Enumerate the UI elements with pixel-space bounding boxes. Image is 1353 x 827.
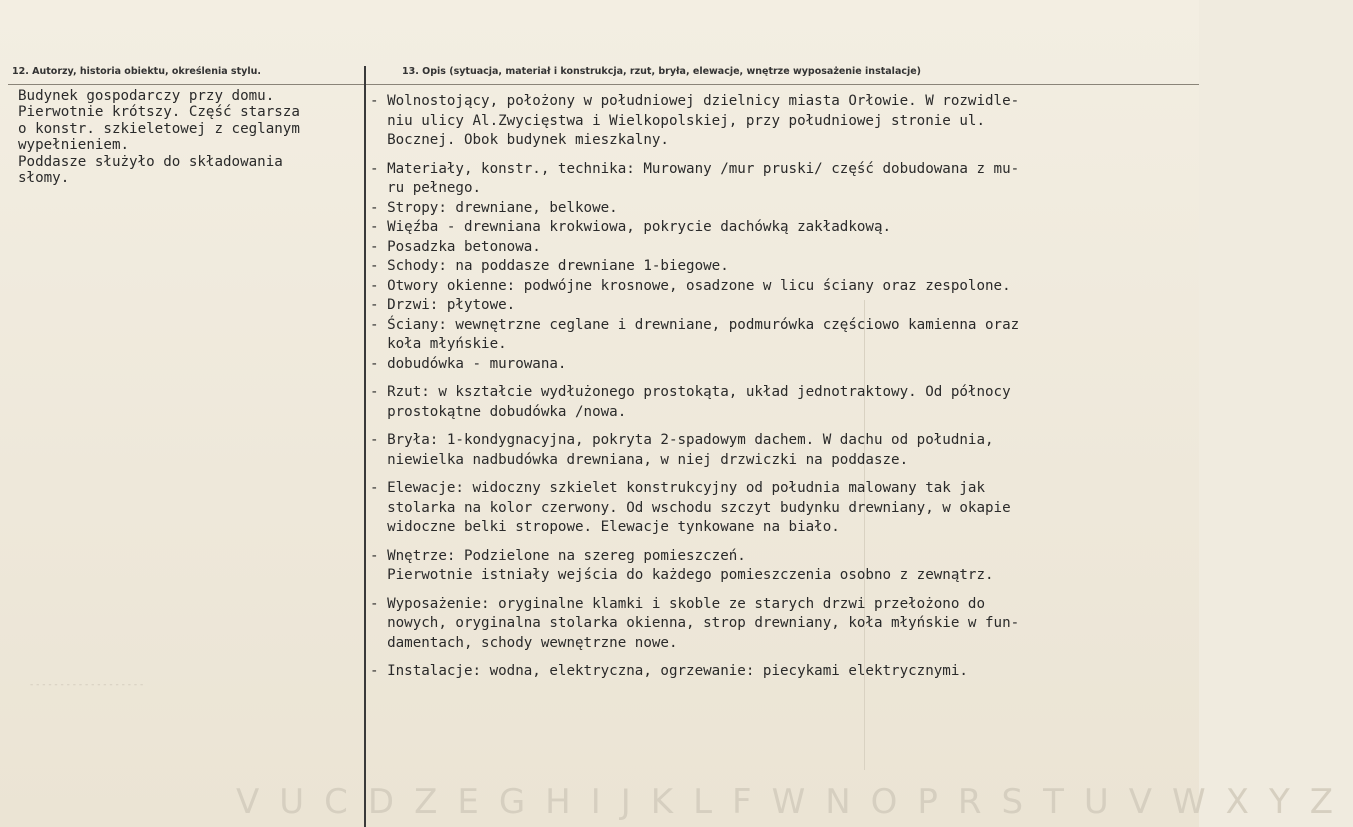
description-line: - Rzut: w kształcie wydłużonego prostokąta, układ jednotraktowy. Od północy [370, 384, 1011, 400]
description-line: damentach, schody wewnętrzne nowe. [370, 634, 678, 651]
description-entry [370, 238, 1190, 258]
description-line: - Otwory okienne: podwójne krosnowe, osadzone w licu ściany oraz zespolone. [370, 277, 1011, 294]
history-line: Budynek gospodarczy przy domu. [18, 88, 275, 104]
faint-print-line: - - - - - - - - - - - - - - - - - - - [30, 680, 144, 690]
description-line: Pierwotnie istniały wejścia do każdego pomieszczenia osobno z zewnątrz. [370, 567, 994, 583]
section-12-label: 12. Autorzy, historia obiektu, określenia stylu. [12, 66, 261, 77]
description-line: - Elewacje: widoczny szkielet konstrukcyjny od południa malowany tak jak [370, 480, 985, 496]
description-entry [370, 218, 1190, 238]
description-line: prostokątne dobudówka /nowa. [370, 403, 627, 420]
history-line: słomy. [18, 170, 70, 187]
description-line: - Instalacje: wodna, elektryczna, ogrzewanie: piecykami elektrycznymi. [370, 663, 968, 679]
description-line: - Wnętrze: Podzielone na szereg pomieszczeń. [370, 547, 746, 564]
description-line: widoczne belki stropowe. Elewacje tynkowane na biało. [370, 519, 840, 535]
description-line: - Drzwi: płytowe. [370, 297, 516, 313]
description-line: stolarka na kolor czerwony. Od wschodu szczyt budynku drewniany, w okapie [370, 499, 1011, 516]
header-rule [8, 84, 1199, 85]
description-line: niu ulicy Al.Zwycięstwa i Wielkopolskiej, przy południowej stronie ul. [370, 112, 985, 129]
description-line: koła młyńskie. [370, 336, 507, 352]
description-line: Bocznej. Obok budynek mieszkalny. [370, 132, 669, 148]
description-entry [370, 92, 1190, 151]
description-entry [370, 296, 1190, 316]
history-line: Poddasze służyło do składowania [18, 153, 283, 170]
description-entry [370, 277, 1190, 297]
description-line: niewielka nadbudówka drewniana, w niej drzwiczki na poddasze. [370, 451, 909, 468]
history-line: wypełnieniem. [18, 137, 130, 154]
description-entry [370, 431, 1190, 470]
description-line: - Więźba - drewniana krokwiowa, pokrycie dachówką zakładkową. [370, 219, 892, 235]
description-line: - Materiały, konstr., technika: Murowany /mur pruski/ część dobudowana z mu- [370, 160, 1020, 177]
section-13-label: 13. Opis (sytuacja, materiał i konstrukcja, rzut, bryła, elewacje, wnętrze wyposażenie instalacje) [402, 66, 922, 77]
history-line: Pierwotnie krótszy. Część starsza [18, 104, 300, 121]
description-line: - Stropy: drewniane, belkowe. [370, 199, 618, 216]
column-divider [364, 66, 366, 827]
description-line: ru pełnego. [370, 180, 482, 196]
faint-printed-alphabet: VUCDZEGHIJKLFWNOPRSTUVWXYZ [236, 782, 1353, 822]
description-line: - Ściany: wewnętrzne ceglane i drewniane, podmurówka częściowo kamienna oraz [370, 316, 1020, 333]
description-entry [370, 355, 1190, 375]
description-text [370, 92, 1190, 682]
history-line: o konstr. szkieletowej z ceglanym [18, 120, 300, 137]
description-entry [370, 662, 1190, 682]
description-entry [370, 383, 1190, 422]
description-line: - Posadzka betonowa. [370, 238, 541, 255]
description-line: - Wolnostojący, położony w południowej dzielnicy miasta Orłowie. W rozwidle- [370, 93, 1020, 109]
description-line: - dobudówka - murowana. [370, 355, 567, 372]
description-line: - Wyposażenie: oryginalne klamki i skoble ze starych drzwi przełożono do [370, 595, 985, 612]
description-entry [370, 199, 1190, 219]
description-line: - Bryła: 1-kondygnacyjna, pokryta 2-spadowym dachem. W dachu od południa, [370, 432, 994, 448]
description-line: nowych, oryginalna stolarka okienna, strop drewniany, koła młyńskie w fun- [370, 615, 1020, 631]
description-entry [370, 479, 1190, 538]
description-line: - Schody: na poddasze drewniane 1-biegowe. [370, 258, 729, 274]
history-text [18, 88, 358, 186]
description-entry [370, 595, 1190, 654]
description-entry [370, 547, 1190, 586]
description-entry [370, 257, 1190, 277]
description-entry [370, 316, 1190, 355]
description-entry [370, 160, 1190, 199]
